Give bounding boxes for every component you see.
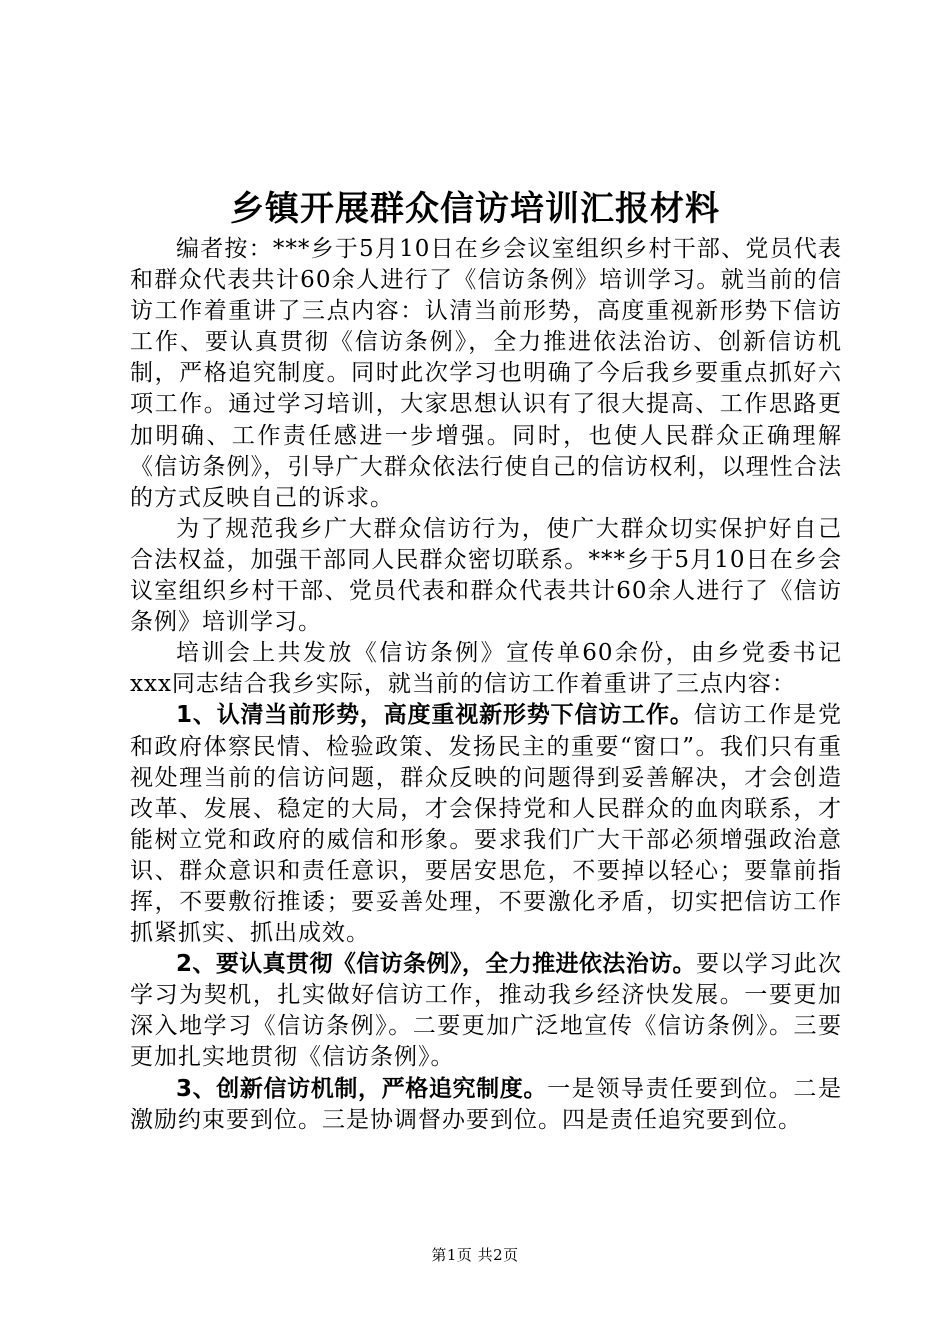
paragraph-point-2 — [130, 949, 842, 1073]
point-heading: 3、创新信访机制，严格追究制度。 — [176, 1075, 548, 1102]
paragraph-purpose — [130, 514, 842, 638]
paragraph-editor-note — [130, 234, 842, 514]
paragraph-text: 培训会上共发放《信访条例》宣传单60余份，由乡党委书记xxx同志结合我乡实际，就当前的信访工作着重讲了三点内容： — [130, 640, 842, 698]
paragraph-point-3 — [130, 1074, 842, 1136]
document-body — [130, 234, 842, 1136]
paragraph-text: 信访工作是党和政府体察民情、检验政策、发扬民主的重要“窗口”。我们只有重视处理当前的信访问题，群众反映的问题得到妥善解决，才会创造改革、发展、稳定的大局，才会保持党和人民群众的血肉联系，才能树立党和政府的威信和形象。要求我们广大干部必须增强政治意识、群众意识和责任意识，要居安思危，不要掉以轻心；要靠前指挥，不要敷衍推诿；要妥善处理，不要激化矛盾，切实把信访工作抓紧抓实、抓出成效。 — [130, 702, 842, 947]
paragraph-text: 要以学习此次学习为契机，扎实做好信访工作，推动我乡经济快发展。一要更加深入地学习《信访条例》。二要更加广泛地宣传《信访条例》。三要更加扎实地贯彻《信访条例》。 — [130, 951, 842, 1071]
paragraph-meeting — [130, 638, 842, 700]
paragraph-text: 为了规范我乡广大群众信访行为，使广大群众切实保护好自己合法权益，加强干部同人民群众密切联系。***乡于5月10日在乡会议室组织乡村干部、党员代表和群众代表共计60余人进行了《信访条例》培训学习。 — [130, 515, 842, 636]
point-heading: 2、要认真贯彻《信访条例》，全力推进依法治访。 — [176, 951, 696, 978]
paragraph-text: 编者按：***乡于5月10日在乡会议室组织乡村干部、党员代表和群众代表共计60余人进行了《信访条例》培训学习。就当前的信访工作着重讲了三点内容：认清当前形势，高度重视新形势下信访工作、要认真贯彻《信访条例》，全力推进依法治访、创新信访机制，严格追究制度。同时此次学习也明确了今后我乡要重点抓好六项工作。通过学习培训，大家思想认识有了很大提高、工作思路更加明确、工作责任感进一步增强。同时，也使人民群众正确理解《信访条例》，引导广大群众依法行使自己的信访权利，以理性合法的方式反映自己的诉求。 — [130, 236, 842, 511]
point-heading: 1、认清当前形势，高度重视新形势下信访工作。 — [176, 702, 694, 729]
paragraph-point-1 — [130, 700, 842, 949]
page-number-footer: 第1页 共2页 — [431, 1246, 519, 1264]
document-title: 乡镇开展群众信访培训汇报材料 — [230, 189, 720, 229]
paragraph-text: 一是领导责任要到位。二是激励约束要到位。三是协调督办要到位。四是责任追究要到位。 — [130, 1075, 842, 1133]
